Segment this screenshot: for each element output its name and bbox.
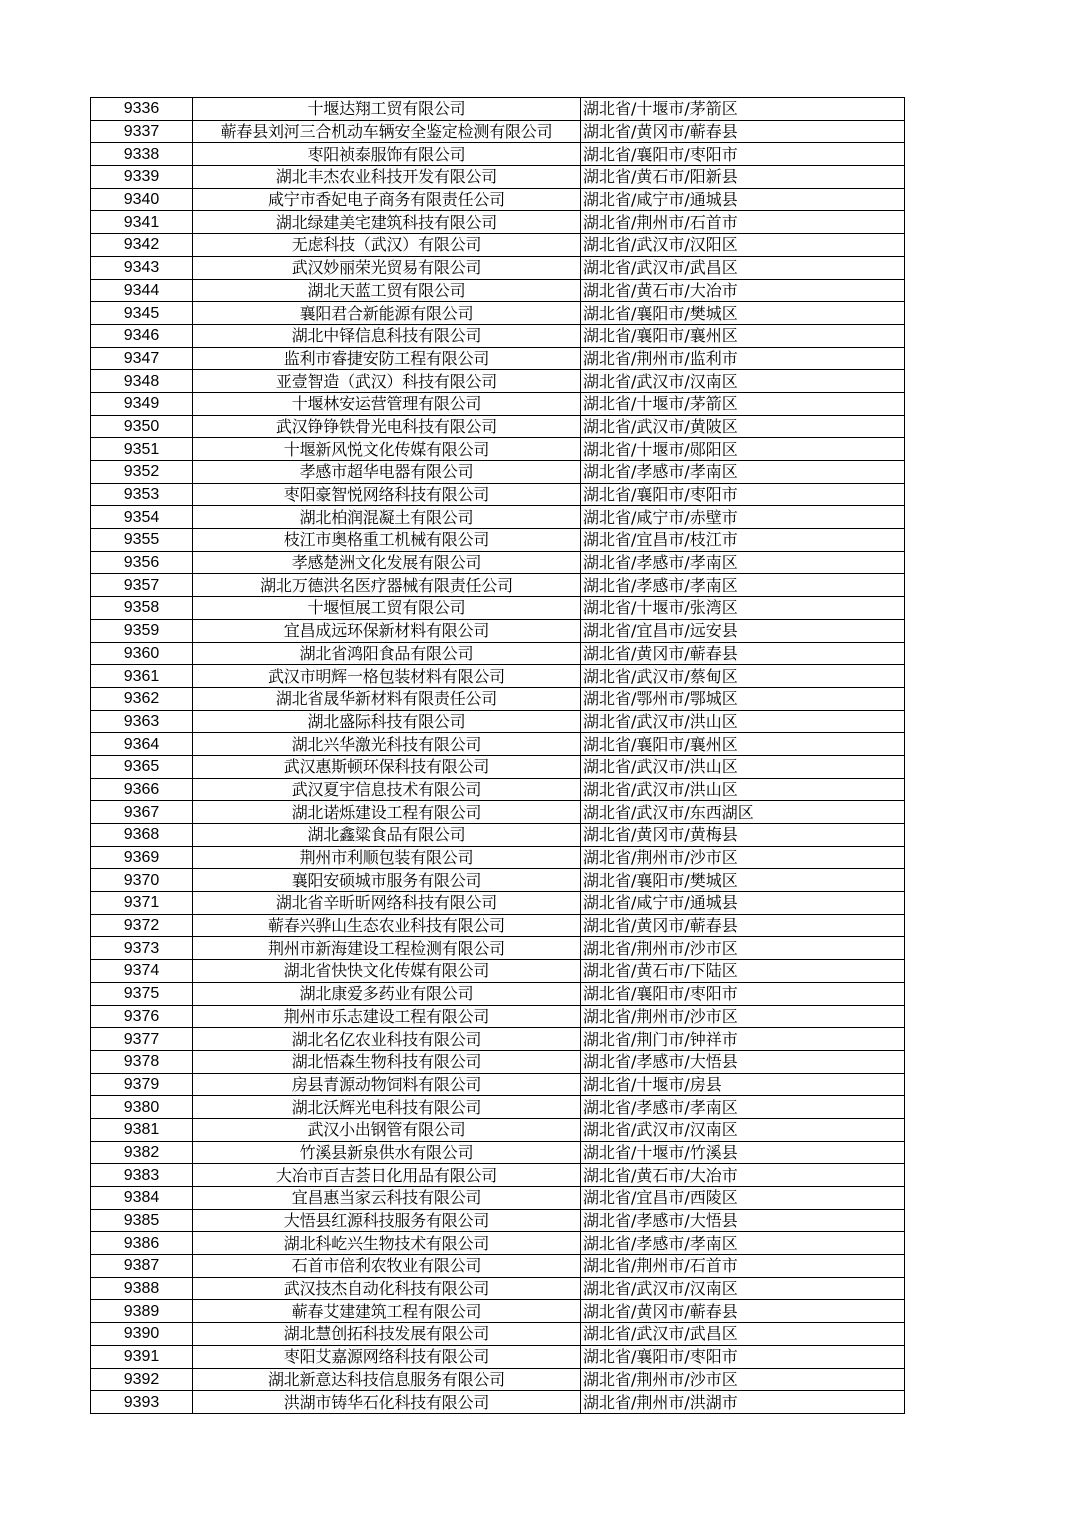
row-number: 9377 xyxy=(91,1028,193,1051)
table-row xyxy=(91,710,905,733)
company-name: 大冶市百吉荟日化用品有限公司 xyxy=(193,1164,581,1187)
region: 湖北省/武汉市/蔡甸区 xyxy=(581,665,905,688)
table-row xyxy=(91,778,905,801)
row-number: 9350 xyxy=(91,415,193,438)
company-name: 无虑科技（武汉）有限公司 xyxy=(193,234,581,257)
company-name: 武汉惠斯顿环保科技有限公司 xyxy=(193,755,581,778)
table-row xyxy=(91,846,905,869)
table-row xyxy=(91,438,905,461)
region: 湖北省/咸宁市/通城县 xyxy=(581,188,905,211)
region: 湖北省/襄阳市/樊城区 xyxy=(581,869,905,892)
region: 湖北省/孝感市/大悟县 xyxy=(581,1209,905,1232)
company-name: 蕲春艾建建筑工程有限公司 xyxy=(193,1300,581,1323)
table-row xyxy=(91,370,905,393)
row-number: 9346 xyxy=(91,324,193,347)
region: 湖北省/黄冈市/蕲春县 xyxy=(581,1300,905,1323)
company-name: 武汉夏宇信息技术有限公司 xyxy=(193,778,581,801)
company-name: 湖北新意达科技信息服务有限公司 xyxy=(193,1368,581,1391)
region: 湖北省/十堰市/茅箭区 xyxy=(581,392,905,415)
company-name: 荆州市新海建设工程检测有限公司 xyxy=(193,937,581,960)
row-number: 9391 xyxy=(91,1345,193,1368)
row-number: 9363 xyxy=(91,710,193,733)
table-row xyxy=(91,1050,905,1073)
region: 湖北省/荆州市/洪湖市 xyxy=(581,1391,905,1414)
region: 湖北省/武汉市/汉阳区 xyxy=(581,234,905,257)
row-number: 9384 xyxy=(91,1187,193,1210)
row-number: 9387 xyxy=(91,1255,193,1278)
region: 湖北省/襄阳市/枣阳市 xyxy=(581,143,905,166)
region: 湖北省/黄冈市/蕲春县 xyxy=(581,914,905,937)
row-number: 9339 xyxy=(91,166,193,189)
row-number: 9352 xyxy=(91,461,193,484)
company-name: 蕲春兴骅山生态农业科技有限公司 xyxy=(193,914,581,937)
company-name: 房县青源动物饲料有限公司 xyxy=(193,1073,581,1096)
company-name: 湖北康爱多药业有限公司 xyxy=(193,982,581,1005)
table-row xyxy=(91,1209,905,1232)
table-row xyxy=(91,143,905,166)
company-name: 宜昌惠当家云科技有限公司 xyxy=(193,1187,581,1210)
table-row xyxy=(91,892,905,915)
table-row xyxy=(91,1300,905,1323)
table-row xyxy=(91,937,905,960)
table-row xyxy=(91,1028,905,1051)
company-name: 湖北科屹兴生物技术有限公司 xyxy=(193,1232,581,1255)
table-row xyxy=(91,1141,905,1164)
table-row xyxy=(91,1255,905,1278)
row-number: 9367 xyxy=(91,801,193,824)
row-number: 9366 xyxy=(91,778,193,801)
row-number: 9370 xyxy=(91,869,193,892)
company-name: 咸宁市香妃电子商务有限责任公司 xyxy=(193,188,581,211)
table-row xyxy=(91,347,905,370)
region: 湖北省/咸宁市/赤壁市 xyxy=(581,506,905,529)
region: 湖北省/荆州市/沙市区 xyxy=(581,1005,905,1028)
company-name: 石首市倍利农牧业有限公司 xyxy=(193,1255,581,1278)
row-number: 9389 xyxy=(91,1300,193,1323)
table-row xyxy=(91,733,905,756)
company-name: 湖北慧创拓科技发展有限公司 xyxy=(193,1323,581,1346)
table-row xyxy=(91,324,905,347)
region: 湖北省/十堰市/茅箭区 xyxy=(581,98,905,121)
table-row xyxy=(91,529,905,552)
company-name: 监利市睿捷安防工程有限公司 xyxy=(193,347,581,370)
region: 湖北省/黄冈市/蕲春县 xyxy=(581,642,905,665)
table-row xyxy=(91,234,905,257)
company-name: 竹溪县新泉供水有限公司 xyxy=(193,1141,581,1164)
company-name: 十堰林安运营管理有限公司 xyxy=(193,392,581,415)
region: 湖北省/武汉市/武昌区 xyxy=(581,1323,905,1346)
region: 湖北省/孝感市/孝南区 xyxy=(581,574,905,597)
row-number: 9344 xyxy=(91,279,193,302)
table-row xyxy=(91,982,905,1005)
table-row xyxy=(91,392,905,415)
region: 湖北省/咸宁市/通城县 xyxy=(581,892,905,915)
row-number: 9369 xyxy=(91,846,193,869)
region: 湖北省/荆州市/石首市 xyxy=(581,211,905,234)
region: 湖北省/十堰市/张湾区 xyxy=(581,597,905,620)
row-number: 9388 xyxy=(91,1277,193,1300)
company-name: 荆州市利顺包装有限公司 xyxy=(193,846,581,869)
table-row xyxy=(91,574,905,597)
region: 湖北省/荆门市/钟祥市 xyxy=(581,1028,905,1051)
table-row xyxy=(91,642,905,665)
table-row xyxy=(91,98,905,121)
table-row xyxy=(91,619,905,642)
table-row xyxy=(91,1005,905,1028)
region: 湖北省/武汉市/洪山区 xyxy=(581,755,905,778)
company-name: 湖北悟森生物科技有限公司 xyxy=(193,1050,581,1073)
row-number: 9374 xyxy=(91,960,193,983)
region: 湖北省/武汉市/洪山区 xyxy=(581,778,905,801)
table-row xyxy=(91,1368,905,1391)
region: 湖北省/荆州市/沙市区 xyxy=(581,1368,905,1391)
table-row xyxy=(91,415,905,438)
region: 湖北省/襄阳市/襄州区 xyxy=(581,324,905,347)
region: 湖北省/十堰市/郧阳区 xyxy=(581,438,905,461)
company-name: 湖北诺烁建设工程有限公司 xyxy=(193,801,581,824)
region: 湖北省/武汉市/东西湖区 xyxy=(581,801,905,824)
row-number: 9348 xyxy=(91,370,193,393)
region: 湖北省/襄阳市/襄州区 xyxy=(581,733,905,756)
row-number: 9345 xyxy=(91,302,193,325)
row-number: 9382 xyxy=(91,1141,193,1164)
row-number: 9392 xyxy=(91,1368,193,1391)
region: 湖北省/十堰市/房县 xyxy=(581,1073,905,1096)
company-name: 武汉铮铮铁骨光电科技有限公司 xyxy=(193,415,581,438)
company-name: 武汉技杰自动化科技有限公司 xyxy=(193,1277,581,1300)
row-number: 9371 xyxy=(91,892,193,915)
region: 湖北省/宜昌市/西陵区 xyxy=(581,1187,905,1210)
company-name: 枝江市奥格重工机械有限公司 xyxy=(193,529,581,552)
region: 湖北省/孝感市/孝南区 xyxy=(581,461,905,484)
company-name: 亚壹智造（武汉）科技有限公司 xyxy=(193,370,581,393)
table-row xyxy=(91,461,905,484)
row-number: 9362 xyxy=(91,687,193,710)
row-number: 9375 xyxy=(91,982,193,1005)
region: 湖北省/襄阳市/枣阳市 xyxy=(581,483,905,506)
table-row xyxy=(91,302,905,325)
row-number: 9368 xyxy=(91,824,193,847)
row-number: 9351 xyxy=(91,438,193,461)
company-name: 蕲春县刘河三合机动车辆安全鉴定检测有限公司 xyxy=(193,120,581,143)
table-row xyxy=(91,506,905,529)
company-name: 荆州市乐志建设工程有限公司 xyxy=(193,1005,581,1028)
company-name: 武汉市明辉一格包装材料有限公司 xyxy=(193,665,581,688)
row-number: 9364 xyxy=(91,733,193,756)
table-row xyxy=(91,120,905,143)
company-name: 洪湖市铸华石化科技有限公司 xyxy=(193,1391,581,1414)
company-list-table xyxy=(90,97,905,1414)
row-number: 9355 xyxy=(91,529,193,552)
company-name: 襄阳君合新能源有限公司 xyxy=(193,302,581,325)
row-number: 9358 xyxy=(91,597,193,620)
table-row xyxy=(91,960,905,983)
table-row xyxy=(91,1391,905,1414)
table-row xyxy=(91,1164,905,1187)
region: 湖北省/武汉市/洪山区 xyxy=(581,710,905,733)
table-row xyxy=(91,483,905,506)
region: 湖北省/武汉市/武昌区 xyxy=(581,256,905,279)
table-row xyxy=(91,1073,905,1096)
row-number: 9380 xyxy=(91,1096,193,1119)
company-name: 湖北丰杰农业科技开发有限公司 xyxy=(193,166,581,189)
company-name: 武汉妙丽荣光贸易有限公司 xyxy=(193,256,581,279)
table-body xyxy=(91,98,905,1414)
region: 湖北省/孝感市/孝南区 xyxy=(581,551,905,574)
region: 湖北省/黄冈市/黄梅县 xyxy=(581,824,905,847)
region: 湖北省/武汉市/黄陂区 xyxy=(581,415,905,438)
region: 湖北省/黄冈市/蕲春县 xyxy=(581,120,905,143)
row-number: 9360 xyxy=(91,642,193,665)
row-number: 9393 xyxy=(91,1391,193,1414)
row-number: 9342 xyxy=(91,234,193,257)
region: 湖北省/黄石市/下陆区 xyxy=(581,960,905,983)
table-row xyxy=(91,211,905,234)
row-number: 9359 xyxy=(91,619,193,642)
company-name: 湖北盛际科技有限公司 xyxy=(193,710,581,733)
row-number: 9365 xyxy=(91,755,193,778)
company-name: 十堰达翔工贸有限公司 xyxy=(193,98,581,121)
table-row xyxy=(91,597,905,620)
region: 湖北省/襄阳市/樊城区 xyxy=(581,302,905,325)
company-name: 枣阳豪智悦网络科技有限公司 xyxy=(193,483,581,506)
table-row xyxy=(91,256,905,279)
row-number: 9354 xyxy=(91,506,193,529)
table-row xyxy=(91,1187,905,1210)
row-number: 9341 xyxy=(91,211,193,234)
company-name: 湖北省辛昕昕网络科技有限公司 xyxy=(193,892,581,915)
region: 湖北省/鄂州市/鄂城区 xyxy=(581,687,905,710)
row-number: 9361 xyxy=(91,665,193,688)
table-row xyxy=(91,551,905,574)
row-number: 9337 xyxy=(91,120,193,143)
table-row xyxy=(91,1118,905,1141)
table-row xyxy=(91,1277,905,1300)
region: 湖北省/武汉市/汉南区 xyxy=(581,1118,905,1141)
row-number: 9340 xyxy=(91,188,193,211)
region: 湖北省/襄阳市/枣阳市 xyxy=(581,1345,905,1368)
region: 湖北省/黄石市/大冶市 xyxy=(581,279,905,302)
company-name: 十堰新风悦文化传媒有限公司 xyxy=(193,438,581,461)
row-number: 9372 xyxy=(91,914,193,937)
region: 湖北省/孝感市/大悟县 xyxy=(581,1050,905,1073)
region: 湖北省/孝感市/孝南区 xyxy=(581,1096,905,1119)
row-number: 9347 xyxy=(91,347,193,370)
company-name: 湖北省晟华新材料有限责任公司 xyxy=(193,687,581,710)
row-number: 9376 xyxy=(91,1005,193,1028)
table-row xyxy=(91,166,905,189)
company-name: 湖北沃辉光电科技有限公司 xyxy=(193,1096,581,1119)
region: 湖北省/黄石市/大冶市 xyxy=(581,1164,905,1187)
region: 湖北省/十堰市/竹溪县 xyxy=(581,1141,905,1164)
region: 湖北省/宜昌市/远安县 xyxy=(581,619,905,642)
company-name: 湖北万德洪名医疗器械有限责任公司 xyxy=(193,574,581,597)
table-row xyxy=(91,188,905,211)
table-row xyxy=(91,755,905,778)
region: 湖北省/黄石市/阳新县 xyxy=(581,166,905,189)
table-row xyxy=(91,665,905,688)
region: 湖北省/宜昌市/枝江市 xyxy=(581,529,905,552)
row-number: 9336 xyxy=(91,98,193,121)
table-row xyxy=(91,279,905,302)
company-name: 湖北兴华激光科技有限公司 xyxy=(193,733,581,756)
region: 湖北省/荆州市/石首市 xyxy=(581,1255,905,1278)
company-name: 湖北中铎信息科技有限公司 xyxy=(193,324,581,347)
company-name: 宜昌成远环保新材料有限公司 xyxy=(193,619,581,642)
company-name: 十堰恒展工贸有限公司 xyxy=(193,597,581,620)
row-number: 9373 xyxy=(91,937,193,960)
company-name: 孝感市超华电器有限公司 xyxy=(193,461,581,484)
row-number: 9379 xyxy=(91,1073,193,1096)
company-name: 枣阳艾嘉源网络科技有限公司 xyxy=(193,1345,581,1368)
table-row xyxy=(91,687,905,710)
company-name: 大悟县红源科技服务有限公司 xyxy=(193,1209,581,1232)
row-number: 9390 xyxy=(91,1323,193,1346)
company-name: 湖北省鸿阳食品有限公司 xyxy=(193,642,581,665)
table-row xyxy=(91,1232,905,1255)
region: 湖北省/襄阳市/枣阳市 xyxy=(581,982,905,1005)
table-row xyxy=(91,824,905,847)
row-number: 9385 xyxy=(91,1209,193,1232)
row-number: 9343 xyxy=(91,256,193,279)
row-number: 9381 xyxy=(91,1118,193,1141)
region: 湖北省/武汉市/汉南区 xyxy=(581,1277,905,1300)
row-number: 9383 xyxy=(91,1164,193,1187)
company-name: 湖北柏润混凝土有限公司 xyxy=(193,506,581,529)
table-row xyxy=(91,801,905,824)
table-row xyxy=(91,914,905,937)
row-number: 9356 xyxy=(91,551,193,574)
company-name: 湖北名亿农业科技有限公司 xyxy=(193,1028,581,1051)
row-number: 9338 xyxy=(91,143,193,166)
row-number: 9349 xyxy=(91,392,193,415)
company-name: 湖北绿建美宅建筑科技有限公司 xyxy=(193,211,581,234)
row-number: 9357 xyxy=(91,574,193,597)
region: 湖北省/孝感市/孝南区 xyxy=(581,1232,905,1255)
row-number: 9378 xyxy=(91,1050,193,1073)
company-name: 武汉小出钢管有限公司 xyxy=(193,1118,581,1141)
company-name: 枣阳祯泰服饰有限公司 xyxy=(193,143,581,166)
region: 湖北省/荆州市/沙市区 xyxy=(581,846,905,869)
table-row xyxy=(91,1096,905,1119)
region: 湖北省/武汉市/汉南区 xyxy=(581,370,905,393)
row-number: 9353 xyxy=(91,483,193,506)
table-row xyxy=(91,869,905,892)
row-number: 9386 xyxy=(91,1232,193,1255)
company-name: 襄阳安硕城市服务有限公司 xyxy=(193,869,581,892)
region: 湖北省/荆州市/沙市区 xyxy=(581,937,905,960)
company-name: 孝感楚洲文化发展有限公司 xyxy=(193,551,581,574)
company-name: 湖北天蓝工贸有限公司 xyxy=(193,279,581,302)
region: 湖北省/荆州市/监利市 xyxy=(581,347,905,370)
table-row xyxy=(91,1345,905,1368)
company-name: 湖北省快快文化传媒有限公司 xyxy=(193,960,581,983)
table-row xyxy=(91,1323,905,1346)
company-name: 湖北鑫粱食品有限公司 xyxy=(193,824,581,847)
